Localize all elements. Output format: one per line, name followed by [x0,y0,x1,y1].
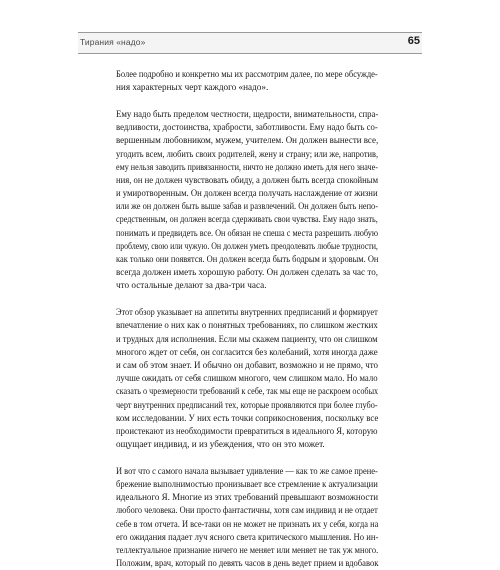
page-body [116,68,378,570]
text-line: или же он должен быть выше забав и развлечений. Он должен быть непо- [116,201,378,212]
text-line: Этот обзор указывает на аппетиты внутренних предписаний и формирует [116,307,378,318]
text-line: впечатление о них как о понятных требованиях, по слишком жестких [116,320,378,331]
text-line: идеального Я. Многие из этих требований превышают возможности [116,492,379,503]
text-line: что остальные делают за два-три часа. [116,280,267,291]
paragraph-gap [116,293,378,307]
text-line: вершенным любовником, мужем, учителем. Он должен вынести все, [116,135,379,146]
running-title: Тирания «надо» [80,37,146,47]
text-line: Более подробно и конкретно мы их рассмотрим далее, по мере обсужде- [116,69,378,79]
text-line: средственным, он должен всегда сдерживать свои чувства. Ему надо знать, [116,214,378,225]
text-line: ния характерных черт каждого «надо». [116,82,269,93]
text-line: и сам об этом знает. И обычно он добавит, возможно и не прямо, что [116,359,378,370]
text-line: и умиротворенным. Он должен всегда получать наслаждение от жизни [116,188,378,199]
text-line: себе в том отчета. И все-таки он не может не признать их у себя, когда на [116,518,379,529]
text-line: лучше ожидать от себя слишком многого, чем слишком мало. Но мало [116,373,378,384]
paragraph [116,108,378,293]
text-line: проблему, свою или чужую. Он должен уметь преодолевать любые трудности, [116,240,378,251]
text-line: его ожидания падает луч ясного света критического мышления. Но ин- [116,531,379,542]
text-line: ведливости, достоинства, храбрости, заботливости. Ему надо быть со- [116,122,378,133]
text-line: понимать и предвидеть все. Он обязан не спеша с места разрешить любую [116,227,379,238]
paragraph [116,306,378,451]
text-line: черт внутренних предписаний тех, которые проявляются при более глубо- [116,399,378,410]
text-line: Положим, врач, который по девять часов в день ведет прием и вдобавок [116,558,379,569]
text-line: ния, он не должен чувствовать обиду, а должен быть всегда спокойным [116,174,379,185]
text-line: И вот что с самого начала вызывает удивление — как то же самое прене- [116,465,378,476]
text-line: Ему надо быть пределом честности, щедрости, внимательности, спра- [116,108,379,119]
text-line: всегда должен иметь хорошую работу. Он должен сделать за час то, [116,267,379,278]
running-header [78,32,422,54]
text-line: брежение выполнимостью пронизывает все стремление к актуализации [116,479,378,490]
paragraph [116,465,378,570]
paragraph-gap [116,94,378,108]
paragraph [116,68,378,94]
text-line: многого ждет от себя, он согласится без колебаний, хотя иногда даже [116,346,378,357]
text-line: ему нельзя заводить привязанности, ничто не должно иметь для него значе- [116,161,378,172]
text-line: ощущает индивид, и из убеждения, что он это может. [116,439,325,450]
text-line: сказать о чрезмерности требований к себе, так мы еще не раскроем особых [116,386,379,397]
text-line: как только они появятся. Он должен всегда быть бодрым и здоровым. Он [116,254,379,265]
text-line: любого человека. Они просто фантастичны, хотя сам индивид и не отдает [116,505,378,516]
page-number: 65 [407,35,420,47]
text-line: теллектуальное признание ничего не меняет или меняет не так уж много. [116,544,379,555]
text-line: ком исследовании. У них есть точки соприкосновения, поскольку все [116,412,379,423]
paragraph-gap [116,451,378,465]
text-line: угодить всем, любить своих родителей, жену и страну; или же, напротив, [116,148,379,159]
text-line: и трудных для исполнения. Если мы скажем пациенту, что он слишком [116,333,378,344]
text-line: проистекают из необходимости превратиться в идеального Я, которую [116,425,378,436]
